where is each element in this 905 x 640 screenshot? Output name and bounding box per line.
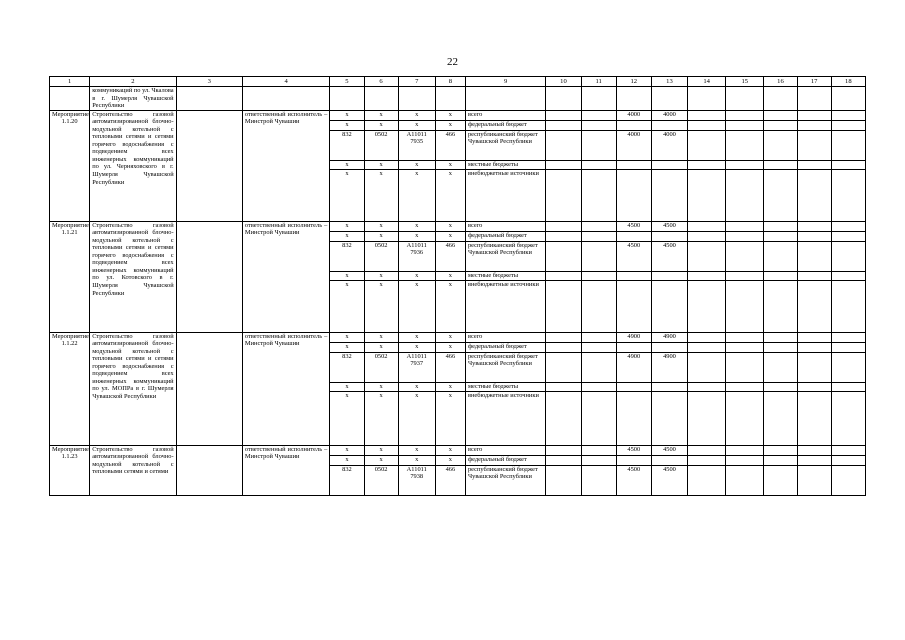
kbk-csr: А11011 7938: [398, 465, 435, 495]
year-col-17: [797, 221, 831, 231]
year-col-12: 4000: [616, 110, 651, 120]
year-col-18: [831, 352, 865, 382]
year-col-17: [797, 160, 831, 169]
kbk-rz: x: [364, 342, 398, 352]
year-col-17: [797, 332, 831, 342]
year-col-12: 4500: [616, 445, 651, 455]
activity-row: [50, 221, 866, 231]
year-col-16: [764, 455, 797, 465]
year-col-16: [764, 342, 797, 352]
year-col-16: [764, 280, 797, 332]
year-col-18: [831, 231, 865, 241]
executor: ответственный исполнитель – Минстрой Чувашии: [242, 110, 329, 221]
kbk-gr: x: [330, 271, 364, 280]
year-col-11: [581, 120, 616, 130]
year-col-11: [581, 342, 616, 352]
year-col-13: 4500: [651, 221, 687, 231]
activity-name: Строительство газовой автоматизированной блочно-модульной котельной с тепловыми сетями и сетями горячего водоснабжения с подведением всех инженерных коммуникаций по ул. Черняховского в г. Шумерля Чувашской Республики: [90, 110, 176, 221]
kbk-csr: x: [398, 382, 435, 391]
year-col-14: [688, 352, 726, 382]
kbk-gr: x: [330, 445, 364, 455]
year-col-15: [726, 332, 764, 342]
table-body: [50, 77, 866, 496]
year-col-14: [688, 120, 726, 130]
funding-source: республиканский бюджет Чувашской Республики: [465, 352, 545, 382]
cont-cell-1: [50, 87, 90, 111]
funding-source: федеральный бюджет: [465, 455, 545, 465]
year-col-17: [797, 169, 831, 221]
year-col-17: [797, 231, 831, 241]
column-number-3: 3: [176, 77, 242, 87]
column-number-14: 14: [688, 77, 726, 87]
year-col-12: [616, 280, 651, 332]
year-col-15: [726, 465, 764, 495]
kbk-rz: x: [364, 280, 398, 332]
kbk-gr: x: [330, 120, 364, 130]
kbk-rz: x: [364, 382, 398, 391]
year-col-10: [546, 120, 581, 130]
year-col-18: [831, 221, 865, 231]
kbk-gr: x: [330, 221, 364, 231]
year-col-12: [616, 160, 651, 169]
kbk-csr: x: [398, 455, 435, 465]
year-col-11: [581, 160, 616, 169]
year-col-15: [726, 455, 764, 465]
year-col-10: [546, 241, 581, 271]
kbk-rz: x: [364, 391, 398, 445]
year-col-14: [688, 241, 726, 271]
kbk-vr: x: [435, 169, 465, 221]
year-col-14: [688, 271, 726, 280]
column-number-1: 1: [50, 77, 90, 87]
year-col-14: [688, 342, 726, 352]
year-col-13: 4500: [651, 465, 687, 495]
activity-id: Мероприятие 1.1.23: [50, 445, 90, 495]
year-col-17: [797, 120, 831, 130]
year-col-12: [616, 231, 651, 241]
column-number-12: 12: [616, 77, 651, 87]
year-col-16: [764, 169, 797, 221]
year-col-13: 4500: [651, 445, 687, 455]
year-col-18: [831, 271, 865, 280]
column-number-13: 13: [651, 77, 687, 87]
year-col-11: [581, 391, 616, 445]
year-col-13: [651, 391, 687, 445]
kbk-vr: x: [435, 332, 465, 342]
year-col-13: [651, 169, 687, 221]
funding-source: внебюджетные источники: [465, 280, 545, 332]
kbk-rz: x: [364, 110, 398, 120]
continuation-text: коммуникаций по ул. Чкалова в г. Шумерля Чувашской Республики: [90, 87, 176, 111]
kbk-csr: x: [398, 271, 435, 280]
col3-cell: [176, 445, 242, 495]
year-col-12: [616, 382, 651, 391]
kbk-gr: 832: [330, 465, 364, 495]
year-col-11: [581, 241, 616, 271]
year-col-13: [651, 455, 687, 465]
column-number-5: 5: [330, 77, 364, 87]
year-col-13: 4000: [651, 130, 687, 160]
year-col-14: [688, 280, 726, 332]
column-number-16: 16: [764, 77, 797, 87]
activity-row: [50, 110, 866, 120]
year-col-18: [831, 332, 865, 342]
kbk-gr: x: [330, 332, 364, 342]
kbk-rz: 0502: [364, 241, 398, 271]
kbk-gr: x: [330, 455, 364, 465]
year-col-10: [546, 391, 581, 445]
year-col-16: [764, 465, 797, 495]
year-col-14: [688, 130, 726, 160]
year-col-16: [764, 445, 797, 455]
year-col-16: [764, 382, 797, 391]
year-col-15: [726, 382, 764, 391]
year-col-16: [764, 110, 797, 120]
kbk-gr: x: [330, 231, 364, 241]
year-col-17: [797, 241, 831, 271]
year-col-11: [581, 455, 616, 465]
year-col-13: 4900: [651, 332, 687, 342]
year-col-15: [726, 160, 764, 169]
kbk-gr: x: [330, 110, 364, 120]
kbk-vr: x: [435, 120, 465, 130]
column-number-2: 2: [90, 77, 176, 87]
kbk-csr: x: [398, 280, 435, 332]
year-col-14: [688, 455, 726, 465]
year-col-14: [688, 110, 726, 120]
year-col-12: [616, 169, 651, 221]
kbk-rz: x: [364, 231, 398, 241]
year-col-13: [651, 271, 687, 280]
year-col-17: [797, 271, 831, 280]
year-col-18: [831, 130, 865, 160]
year-col-13: 4500: [651, 241, 687, 271]
year-col-11: [581, 332, 616, 342]
year-col-15: [726, 271, 764, 280]
continuation-row: [50, 87, 866, 111]
activity-row: [50, 445, 866, 455]
year-col-12: 4900: [616, 352, 651, 382]
year-col-15: [726, 221, 764, 231]
kbk-rz: x: [364, 445, 398, 455]
kbk-vr: x: [435, 221, 465, 231]
column-number-17: 17: [797, 77, 831, 87]
year-col-13: [651, 342, 687, 352]
year-col-16: [764, 221, 797, 231]
funding-source: республиканский бюджет Чувашской Республики: [465, 130, 545, 160]
year-col-17: [797, 382, 831, 391]
year-col-14: [688, 169, 726, 221]
page-number: 22: [447, 56, 458, 68]
year-col-16: [764, 130, 797, 160]
kbk-gr: 832: [330, 241, 364, 271]
executor: ответственный исполнитель – Минстрой Чувашии: [242, 332, 329, 445]
year-col-11: [581, 465, 616, 495]
column-number-15: 15: [726, 77, 764, 87]
year-col-17: [797, 280, 831, 332]
kbk-vr: x: [435, 271, 465, 280]
year-col-12: 4500: [616, 241, 651, 271]
year-col-16: [764, 160, 797, 169]
year-col-16: [764, 352, 797, 382]
kbk-gr: x: [330, 160, 364, 169]
year-col-11: [581, 352, 616, 382]
kbk-csr: x: [398, 160, 435, 169]
year-col-11: [581, 280, 616, 332]
year-col-18: [831, 382, 865, 391]
year-col-11: [581, 271, 616, 280]
budget-table: [49, 76, 866, 496]
year-col-16: [764, 391, 797, 445]
year-col-10: [546, 332, 581, 342]
year-col-12: 4000: [616, 130, 651, 160]
year-col-18: [831, 280, 865, 332]
column-number-7: 7: [398, 77, 435, 87]
year-col-13: [651, 280, 687, 332]
kbk-gr: x: [330, 382, 364, 391]
year-col-15: [726, 120, 764, 130]
kbk-rz: x: [364, 332, 398, 342]
year-col-18: [831, 160, 865, 169]
kbk-csr: x: [398, 445, 435, 455]
kbk-vr: x: [435, 280, 465, 332]
kbk-gr: x: [330, 342, 364, 352]
funding-source: внебюджетные источники: [465, 169, 545, 221]
year-col-10: [546, 455, 581, 465]
year-col-11: [581, 110, 616, 120]
year-col-11: [581, 445, 616, 455]
kbk-csr: x: [398, 342, 435, 352]
year-col-15: [726, 231, 764, 241]
kbk-gr: x: [330, 280, 364, 332]
year-col-15: [726, 352, 764, 382]
funding-source: всего: [465, 221, 545, 231]
kbk-csr: x: [398, 169, 435, 221]
year-col-10: [546, 352, 581, 382]
funding-source: местные бюджеты: [465, 382, 545, 391]
year-col-14: [688, 160, 726, 169]
column-number-18: 18: [831, 77, 865, 87]
kbk-csr: x: [398, 231, 435, 241]
year-col-18: [831, 465, 865, 495]
year-col-10: [546, 382, 581, 391]
year-col-10: [546, 130, 581, 160]
kbk-vr: x: [435, 445, 465, 455]
activity-id: Мероприятие 1.1.21: [50, 221, 90, 332]
year-col-10: [546, 160, 581, 169]
year-col-13: [651, 120, 687, 130]
year-col-17: [797, 342, 831, 352]
col3-cell: [176, 332, 242, 445]
col3-cell: [176, 221, 242, 332]
year-col-18: [831, 445, 865, 455]
funding-source: всего: [465, 332, 545, 342]
activity-row: [50, 332, 866, 342]
year-col-17: [797, 455, 831, 465]
year-col-10: [546, 110, 581, 120]
year-col-16: [764, 332, 797, 342]
year-col-16: [764, 241, 797, 271]
year-col-11: [581, 221, 616, 231]
year-col-10: [546, 465, 581, 495]
funding-source: федеральный бюджет: [465, 120, 545, 130]
year-col-18: [831, 455, 865, 465]
kbk-csr: x: [398, 391, 435, 445]
activity-name: Строительство газовой автоматизированной блочно-модульной котельной с тепловыми сетями и сетями горячего водоснабжения с подведением всех инженерных коммуникаций по ул. МОПРа в г. Шумерля Чувашской Республики: [90, 332, 176, 445]
kbk-rz: x: [364, 160, 398, 169]
kbk-rz: x: [364, 271, 398, 280]
funding-source: местные бюджеты: [465, 160, 545, 169]
year-col-10: [546, 169, 581, 221]
year-col-15: [726, 280, 764, 332]
year-col-11: [581, 130, 616, 160]
activity-name: Строительство газовой автоматизированной блочно-модульной котельной с тепловыми сетями и сетями горячего водоснабжения с подведением всех инженерных коммуникаций по ул. Котовского в г. Шумерля Чувашской Республики: [90, 221, 176, 332]
kbk-vr: 466: [435, 465, 465, 495]
kbk-vr: x: [435, 391, 465, 445]
funding-source: республиканский бюджет Чувашской Республики: [465, 465, 545, 495]
column-number-4: 4: [242, 77, 329, 87]
kbk-csr: x: [398, 332, 435, 342]
year-col-15: [726, 169, 764, 221]
year-col-17: [797, 465, 831, 495]
funding-source: всего: [465, 110, 545, 120]
kbk-rz: x: [364, 120, 398, 130]
year-col-16: [764, 271, 797, 280]
year-col-16: [764, 120, 797, 130]
kbk-csr: А11011 7936: [398, 241, 435, 271]
kbk-csr: x: [398, 110, 435, 120]
year-col-15: [726, 391, 764, 445]
funding-source: республиканский бюджет Чувашской Республики: [465, 241, 545, 271]
activity-name: Строительство газовой автоматизированной блочно-модульной котельной с тепловыми сетями и сетями: [90, 445, 176, 495]
funding-source: федеральный бюджет: [465, 342, 545, 352]
kbk-vr: 466: [435, 130, 465, 160]
kbk-rz: x: [364, 169, 398, 221]
column-number-9: 9: [465, 77, 545, 87]
year-col-12: [616, 120, 651, 130]
year-col-13: [651, 231, 687, 241]
year-col-12: [616, 391, 651, 445]
column-number-6: 6: [364, 77, 398, 87]
year-col-10: [546, 280, 581, 332]
kbk-vr: x: [435, 110, 465, 120]
year-col-17: [797, 110, 831, 120]
year-col-17: [797, 445, 831, 455]
funding-source: федеральный бюджет: [465, 231, 545, 241]
year-col-11: [581, 231, 616, 241]
kbk-csr: x: [398, 221, 435, 231]
activity-id: Мероприятие 1.1.22: [50, 332, 90, 445]
year-col-10: [546, 445, 581, 455]
kbk-vr: x: [435, 231, 465, 241]
year-col-12: 4900: [616, 332, 651, 342]
year-col-10: [546, 221, 581, 231]
year-col-14: [688, 221, 726, 231]
column-number-10: 10: [546, 77, 581, 87]
kbk-vr: 466: [435, 241, 465, 271]
kbk-csr: А11011 7937: [398, 352, 435, 382]
executor: ответственный исполнитель – Минстрой Чувашии: [242, 221, 329, 332]
kbk-rz: 0502: [364, 130, 398, 160]
year-col-15: [726, 445, 764, 455]
column-number-row: [50, 77, 866, 87]
year-col-14: [688, 445, 726, 455]
year-col-13: 4000: [651, 110, 687, 120]
year-col-10: [546, 342, 581, 352]
year-col-18: [831, 120, 865, 130]
year-col-14: [688, 231, 726, 241]
kbk-csr: x: [398, 120, 435, 130]
year-col-18: [831, 391, 865, 445]
year-col-15: [726, 241, 764, 271]
year-col-13: [651, 382, 687, 391]
activity-id: Мероприятие 1.1.20: [50, 110, 90, 221]
year-col-15: [726, 110, 764, 120]
kbk-gr: 832: [330, 352, 364, 382]
year-col-14: [688, 465, 726, 495]
kbk-rz: 0502: [364, 465, 398, 495]
funding-source: местные бюджеты: [465, 271, 545, 280]
column-number-11: 11: [581, 77, 616, 87]
kbk-rz: x: [364, 455, 398, 465]
year-col-15: [726, 342, 764, 352]
year-col-13: [651, 160, 687, 169]
kbk-vr: x: [435, 455, 465, 465]
year-col-16: [764, 231, 797, 241]
year-col-14: [688, 382, 726, 391]
kbk-vr: 466: [435, 352, 465, 382]
year-col-11: [581, 382, 616, 391]
year-col-17: [797, 391, 831, 445]
year-col-17: [797, 352, 831, 382]
year-col-14: [688, 391, 726, 445]
kbk-gr: x: [330, 391, 364, 445]
year-col-18: [831, 110, 865, 120]
year-col-18: [831, 169, 865, 221]
year-col-12: [616, 342, 651, 352]
year-col-10: [546, 271, 581, 280]
year-col-18: [831, 241, 865, 271]
funding-source: всего: [465, 445, 545, 455]
kbk-rz: 0502: [364, 352, 398, 382]
funding-source: внебюджетные источники: [465, 391, 545, 445]
kbk-vr: x: [435, 160, 465, 169]
year-col-11: [581, 169, 616, 221]
kbk-gr: x: [330, 169, 364, 221]
year-col-14: [688, 332, 726, 342]
year-col-12: [616, 455, 651, 465]
year-col-12: [616, 271, 651, 280]
year-col-15: [726, 130, 764, 160]
year-col-17: [797, 130, 831, 160]
column-number-8: 8: [435, 77, 465, 87]
year-col-12: 4500: [616, 221, 651, 231]
year-col-10: [546, 231, 581, 241]
kbk-rz: x: [364, 221, 398, 231]
kbk-gr: 832: [330, 130, 364, 160]
year-col-18: [831, 342, 865, 352]
col3-cell: [176, 110, 242, 221]
year-col-13: 4900: [651, 352, 687, 382]
kbk-vr: x: [435, 382, 465, 391]
kbk-csr: А11011 7935: [398, 130, 435, 160]
year-col-12: 4500: [616, 465, 651, 495]
executor: ответственный исполнитель – Минстрой Чувашии: [242, 445, 329, 495]
kbk-vr: x: [435, 342, 465, 352]
